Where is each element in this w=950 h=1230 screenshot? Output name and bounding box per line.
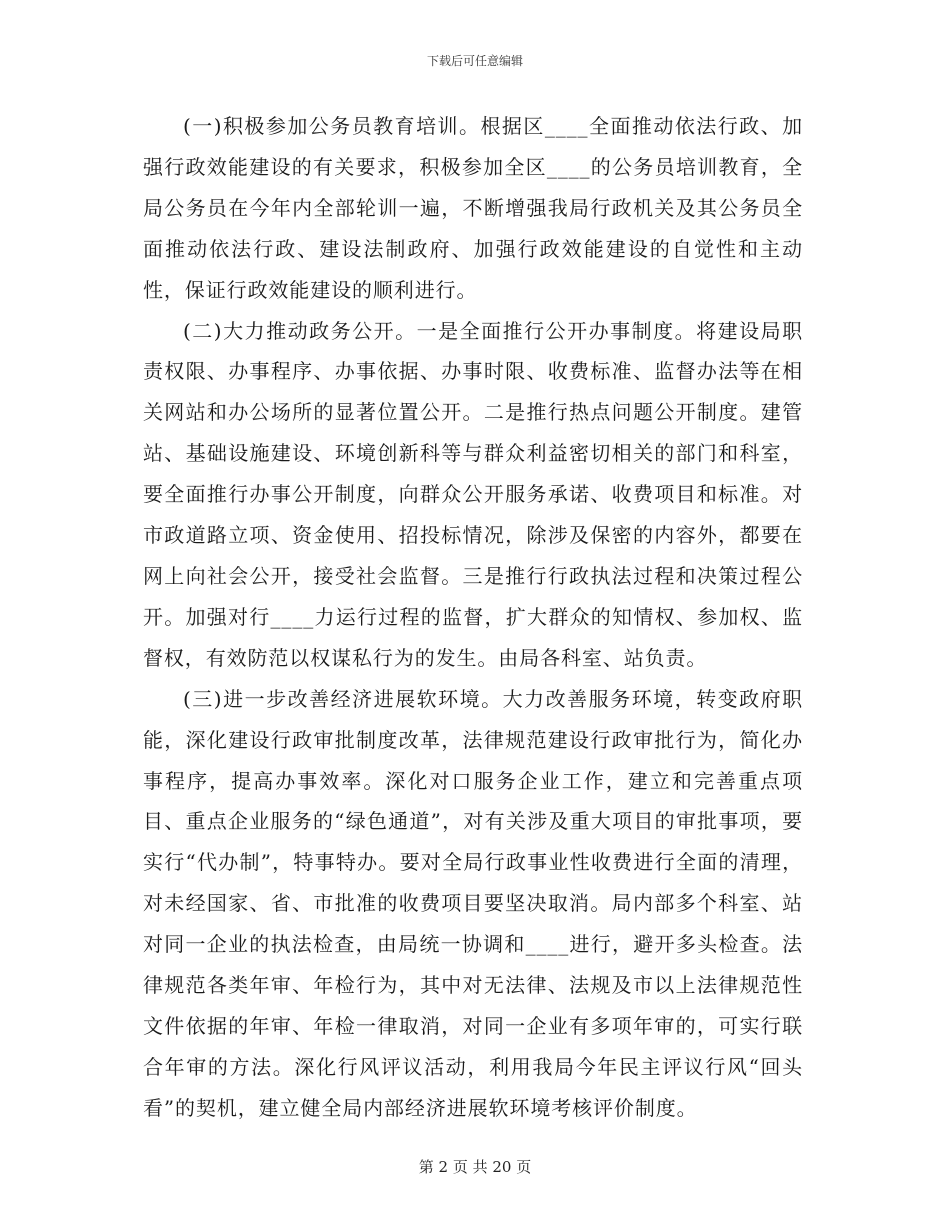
paragraph-2: (二)大力推动政务公开。一是全面推行公开办事制度。将建设局职责权限、办事程序、办事依据、办事时限、收费标准、监督办法等在相关网站和办公场所的显著位置公开。二是推行热点问题公开制度。建管站、基础设施建设、环境创新科等与群众利益密切相关的部门和科室，要全面推行办事公开制度，向群众公开服务承诺、收费项目和标准。对市政道路立项、资金使用、招投标情况，除涉及保密的内容外，都要在网上向社会公开，接受社会监督。三是推行行政执法过程和决策过程公开。加强对行____力运行过程的监督，扩大群众的知情权、参加权、监督权，有效防范以权谋私行为的发生。由局各科室、站负责。	[143, 318, 803, 670]
document-body	[143, 106, 803, 1129]
paragraph-1: (一)积极参加公务员教育培训。根据区____全面推动依法行政、加强行政效能建设的有关要求，积极参加全区____的公务员培训教育，全局公务员在今年内全部轮训一遍，不断增强我局行政机关及其公务员全面推动依法行政、建设法制政府、加强行政效能建设的自觉性和主动性，保证行政效能建设的顺利进行。	[143, 114, 803, 302]
paragraph-3: (三)进一步改善经济进展软环境。大力改善服务环境，转变政府职能，深化建设行政审批制度改革，法律规范建设行政审批行为，简化办事程序，提高办事效率。深化对口服务企业工作，建立和完善重点项目、重点企业服务的“绿色通道”，对有关涉及重大项目的审批事项，要实行“代办制”，特事特办。要对全局行政事业性收费进行全面的清理，对未经国家、省、市批准的收费项目要坚决取消。局内部多个科室、站对同一企业的执法检查，由局统一协调和____进行，避开多头检查。法律规范各类年审、年检行为，其中对无法律、法规及市以上法律规范性文件依据的年审、年检一律取消，对同一企业有多项年审的，可实行联合年审的方法。深化行风评议活动，利用我局今年民主评议行风“回头看”的契机，建立健全局内部经济进展软环境考核评价制度。	[143, 686, 803, 1120]
page-header: 下载后可任意编辑	[426, 54, 523, 68]
page-number: 第 2 页 共 20 页	[418, 1158, 532, 1176]
